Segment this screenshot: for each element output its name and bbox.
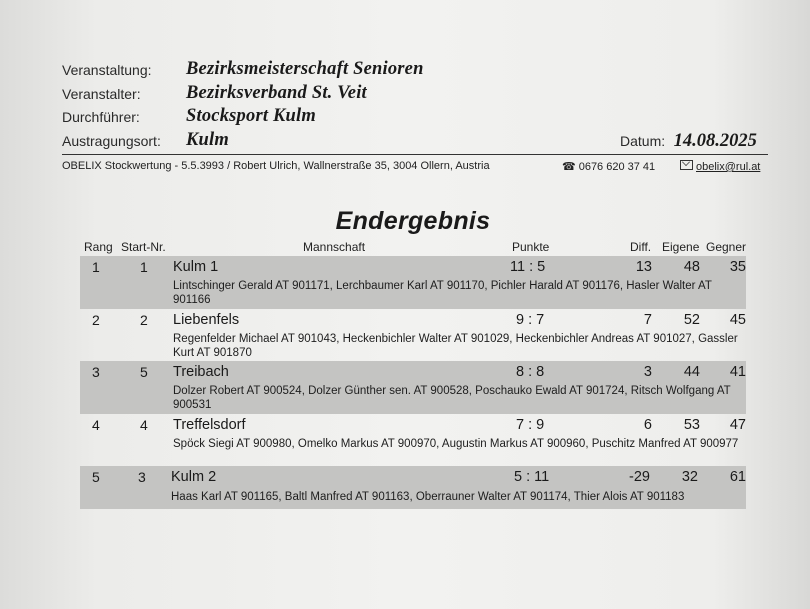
date-value: 14.08.2025: [673, 131, 757, 151]
players-cell: Dolzer Robert AT 900524, Dolzer Günther sen. AT 900528, Poschauko Ewald AT 901724, Ritsch Wolfgang AT 900531: [173, 385, 731, 411]
opp-cell: 41: [729, 364, 746, 380]
col-header-rank: Rang: [84, 240, 113, 254]
email-link[interactable]: obelix@rul.at: [696, 161, 761, 173]
host-value: Stocksport Kulm: [186, 106, 316, 126]
event-label: Veranstaltung:: [62, 62, 152, 78]
points-cell: 7 : 9: [516, 417, 545, 433]
diff-cell: 7: [643, 312, 652, 328]
header-divider: [62, 154, 768, 155]
page-title: [0, 207, 810, 236]
points-cell: 8 : 8: [516, 364, 545, 380]
col-header-diff: Diff.: [630, 240, 652, 254]
col-header-points: Punkte: [512, 240, 550, 254]
rank-cell: 3: [92, 364, 100, 380]
page-title-text: Endergebnis: [335, 207, 491, 235]
start-cell: 2: [140, 312, 148, 328]
team-cell: Kulm 1: [173, 259, 219, 275]
own-cell: 44: [683, 364, 700, 380]
diff-cell: 13: [635, 259, 652, 275]
points-cell: 5 : 11: [514, 469, 550, 485]
start-cell: 1: [140, 259, 148, 275]
diff-cell: 6: [643, 417, 652, 433]
rank-cell: 1: [92, 259, 100, 275]
players-cell: Lintschinger Gerald AT 901171, Lerchbaumer Karl AT 901170, Pichler Harald AT 901176, Hasler Walter AT 901166: [173, 280, 712, 306]
diff-cell: 3: [643, 364, 652, 380]
table-row: [80, 309, 746, 362]
opp-cell: 47: [729, 417, 746, 433]
rank-cell: 2: [92, 312, 100, 328]
table-row: [80, 466, 746, 509]
points-cell: 9 : 7: [516, 312, 545, 328]
points-cell: 11 : 5: [510, 259, 546, 275]
email-contact: [680, 160, 760, 173]
start-cell: 4: [140, 417, 148, 433]
team-cell: Treffelsdorf: [173, 417, 246, 433]
team-cell: Liebenfels: [173, 312, 240, 328]
own-cell: 48: [683, 259, 700, 275]
host-label: Durchführer:: [62, 109, 140, 125]
start-cell: 3: [138, 469, 146, 485]
col-header-start: Start-Nr.: [121, 240, 166, 254]
date-block: [620, 131, 757, 152]
phone-number: 0676 620 37 41: [578, 161, 656, 173]
players-cell: Regenfelder Michael AT 901043, Heckenbichler Walter AT 901029, Heckenbichler Andreas AT 901027, Gassler Kurt AT 901870: [173, 333, 738, 359]
players-cell: Spöck Siegi AT 900980, Omelko Markus AT 900970, Augustin Markus AT 900960, Puschitz Manfred AT 900977: [173, 438, 739, 450]
table-row: [80, 256, 746, 309]
phone-contact: [562, 160, 655, 173]
phone-icon: ☎: [562, 161, 576, 173]
date-label: Datum:: [620, 133, 666, 149]
opp-cell: 45: [729, 312, 746, 328]
own-cell: 52: [683, 312, 700, 328]
software-info: OBELIX Stockwertung - 5.5.3993 / Robert Ulrich, Wallnerstraße 35, 3004 Ollern, Austria: [62, 160, 490, 172]
table-row: [80, 361, 746, 414]
venue-label: Austragungsort:: [62, 133, 161, 149]
organizer-value: Bezirksverband St. Veit: [186, 83, 367, 103]
venue-value: Kulm: [186, 130, 229, 150]
team-cell: Treibach: [173, 364, 229, 380]
table-row: [80, 414, 746, 467]
rank-cell: 5: [92, 469, 100, 485]
start-cell: 5: [140, 364, 148, 380]
col-header-own: Eigene: [662, 240, 700, 254]
players-cell: Haas Karl AT 901165, Baltl Manfred AT 901163, Oberrauner Walter AT 901174, Thier Alois AT 901183: [171, 491, 685, 503]
col-header-opp: Gegner: [706, 240, 747, 254]
diff-cell: -29: [629, 469, 650, 485]
organizer-label: Veranstalter:: [62, 86, 141, 102]
team-cell: Kulm 2: [171, 469, 217, 485]
own-cell: 53: [683, 417, 700, 433]
col-header-team: Mannschaft: [303, 240, 366, 254]
opp-cell: 61: [729, 469, 746, 485]
opp-cell: 35: [729, 259, 746, 275]
envelope-icon: [680, 160, 693, 170]
own-cell: 32: [681, 469, 698, 485]
event-value: Bezirksmeisterschaft Senioren: [186, 59, 424, 79]
rank-cell: 4: [92, 417, 100, 433]
